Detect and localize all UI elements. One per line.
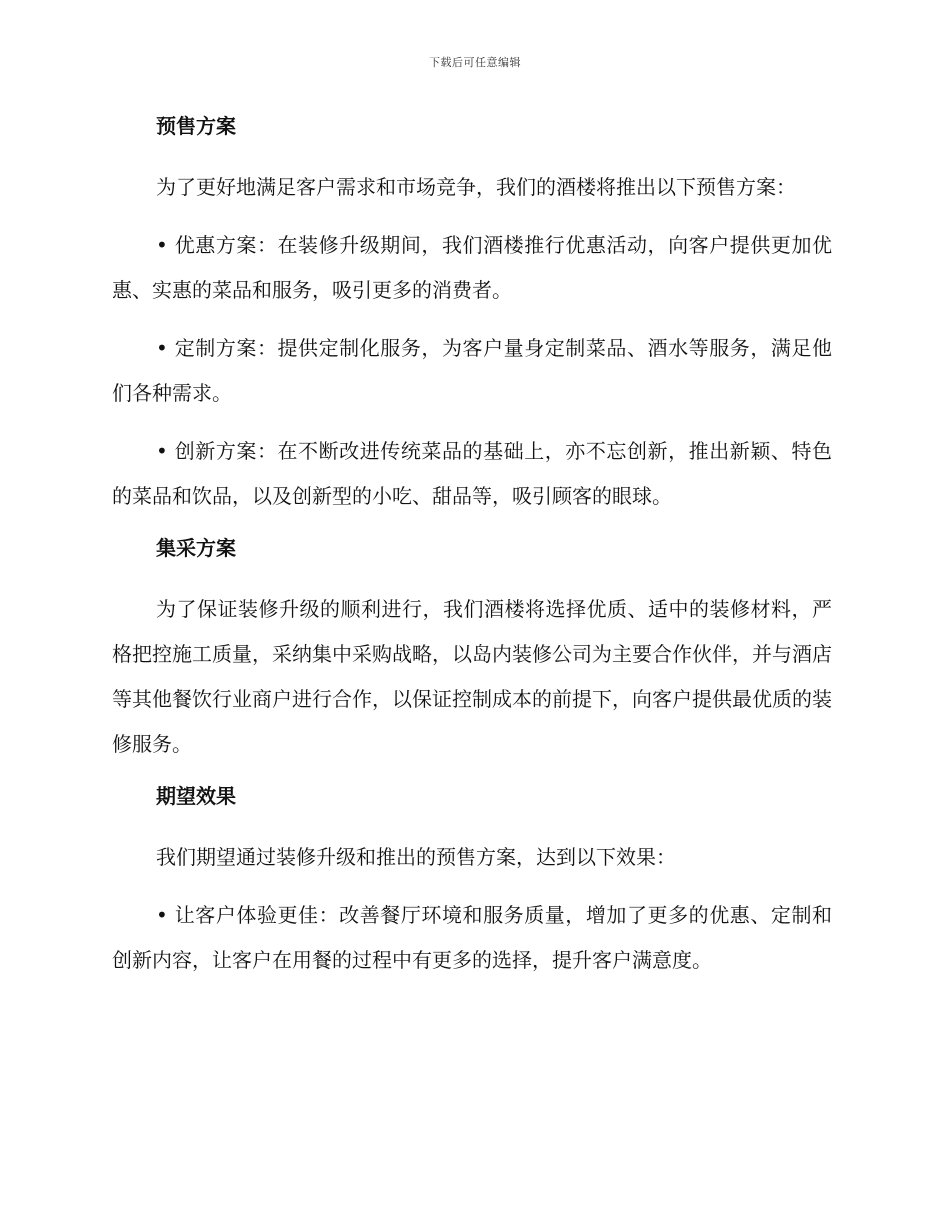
section-title-procurement: 集采方案 <box>156 536 236 560</box>
bullet-innovation-plan: • 创新方案：在不断改进传统菜品的基础上，亦不忘创新，推出新颖、特色的菜品和饮品，以及创新型的小吃、甜品等，吸引顾客的眼球。 <box>112 439 832 508</box>
paragraph: 我们期望通过装修升级和推出的预售方案，达到以下效果： <box>156 845 676 869</box>
bullet-customer-experience: • 让客户体验更佳：改善餐厅环境和服务质量，增加了更多的优惠、定制和创新内容，让客户在用餐的过程中有更多的选择，提升客户满意度。 <box>112 903 832 972</box>
document-body <box>112 110 832 996</box>
bullet-discount-plan: • 优惠方案：在装修升级期间，我们酒楼推行优惠活动，向客户提供更加优惠、实惠的菜品和服务，吸引更多的消费者。 <box>112 233 832 302</box>
paragraph: 为了保证装修升级的顺利进行，我们酒楼将选择优质、适中的装修材料，严格把控施工质量，采纳集中采购战略，以岛内装修公司为主要合作伙伴，并与酒店等其他餐饮行业商户进行合作，以保证控制成本的前提下，向客户提供最优质的装修服务。 <box>112 597 832 756</box>
bullet-custom-plan: • 定制方案：提供定制化服务，为客户量身定制菜品、酒水等服务，满足他们各种需求。 <box>112 336 832 405</box>
paragraph: 为了更好地满足客户需求和市场竞争，我们的酒楼将推出以下预售方案： <box>156 175 796 199</box>
section-title-expected-effect: 期望效果 <box>156 784 236 808</box>
header-note: 下载后可任意编辑 <box>429 56 521 69</box>
section-title-presale: 预售方案 <box>156 114 236 138</box>
